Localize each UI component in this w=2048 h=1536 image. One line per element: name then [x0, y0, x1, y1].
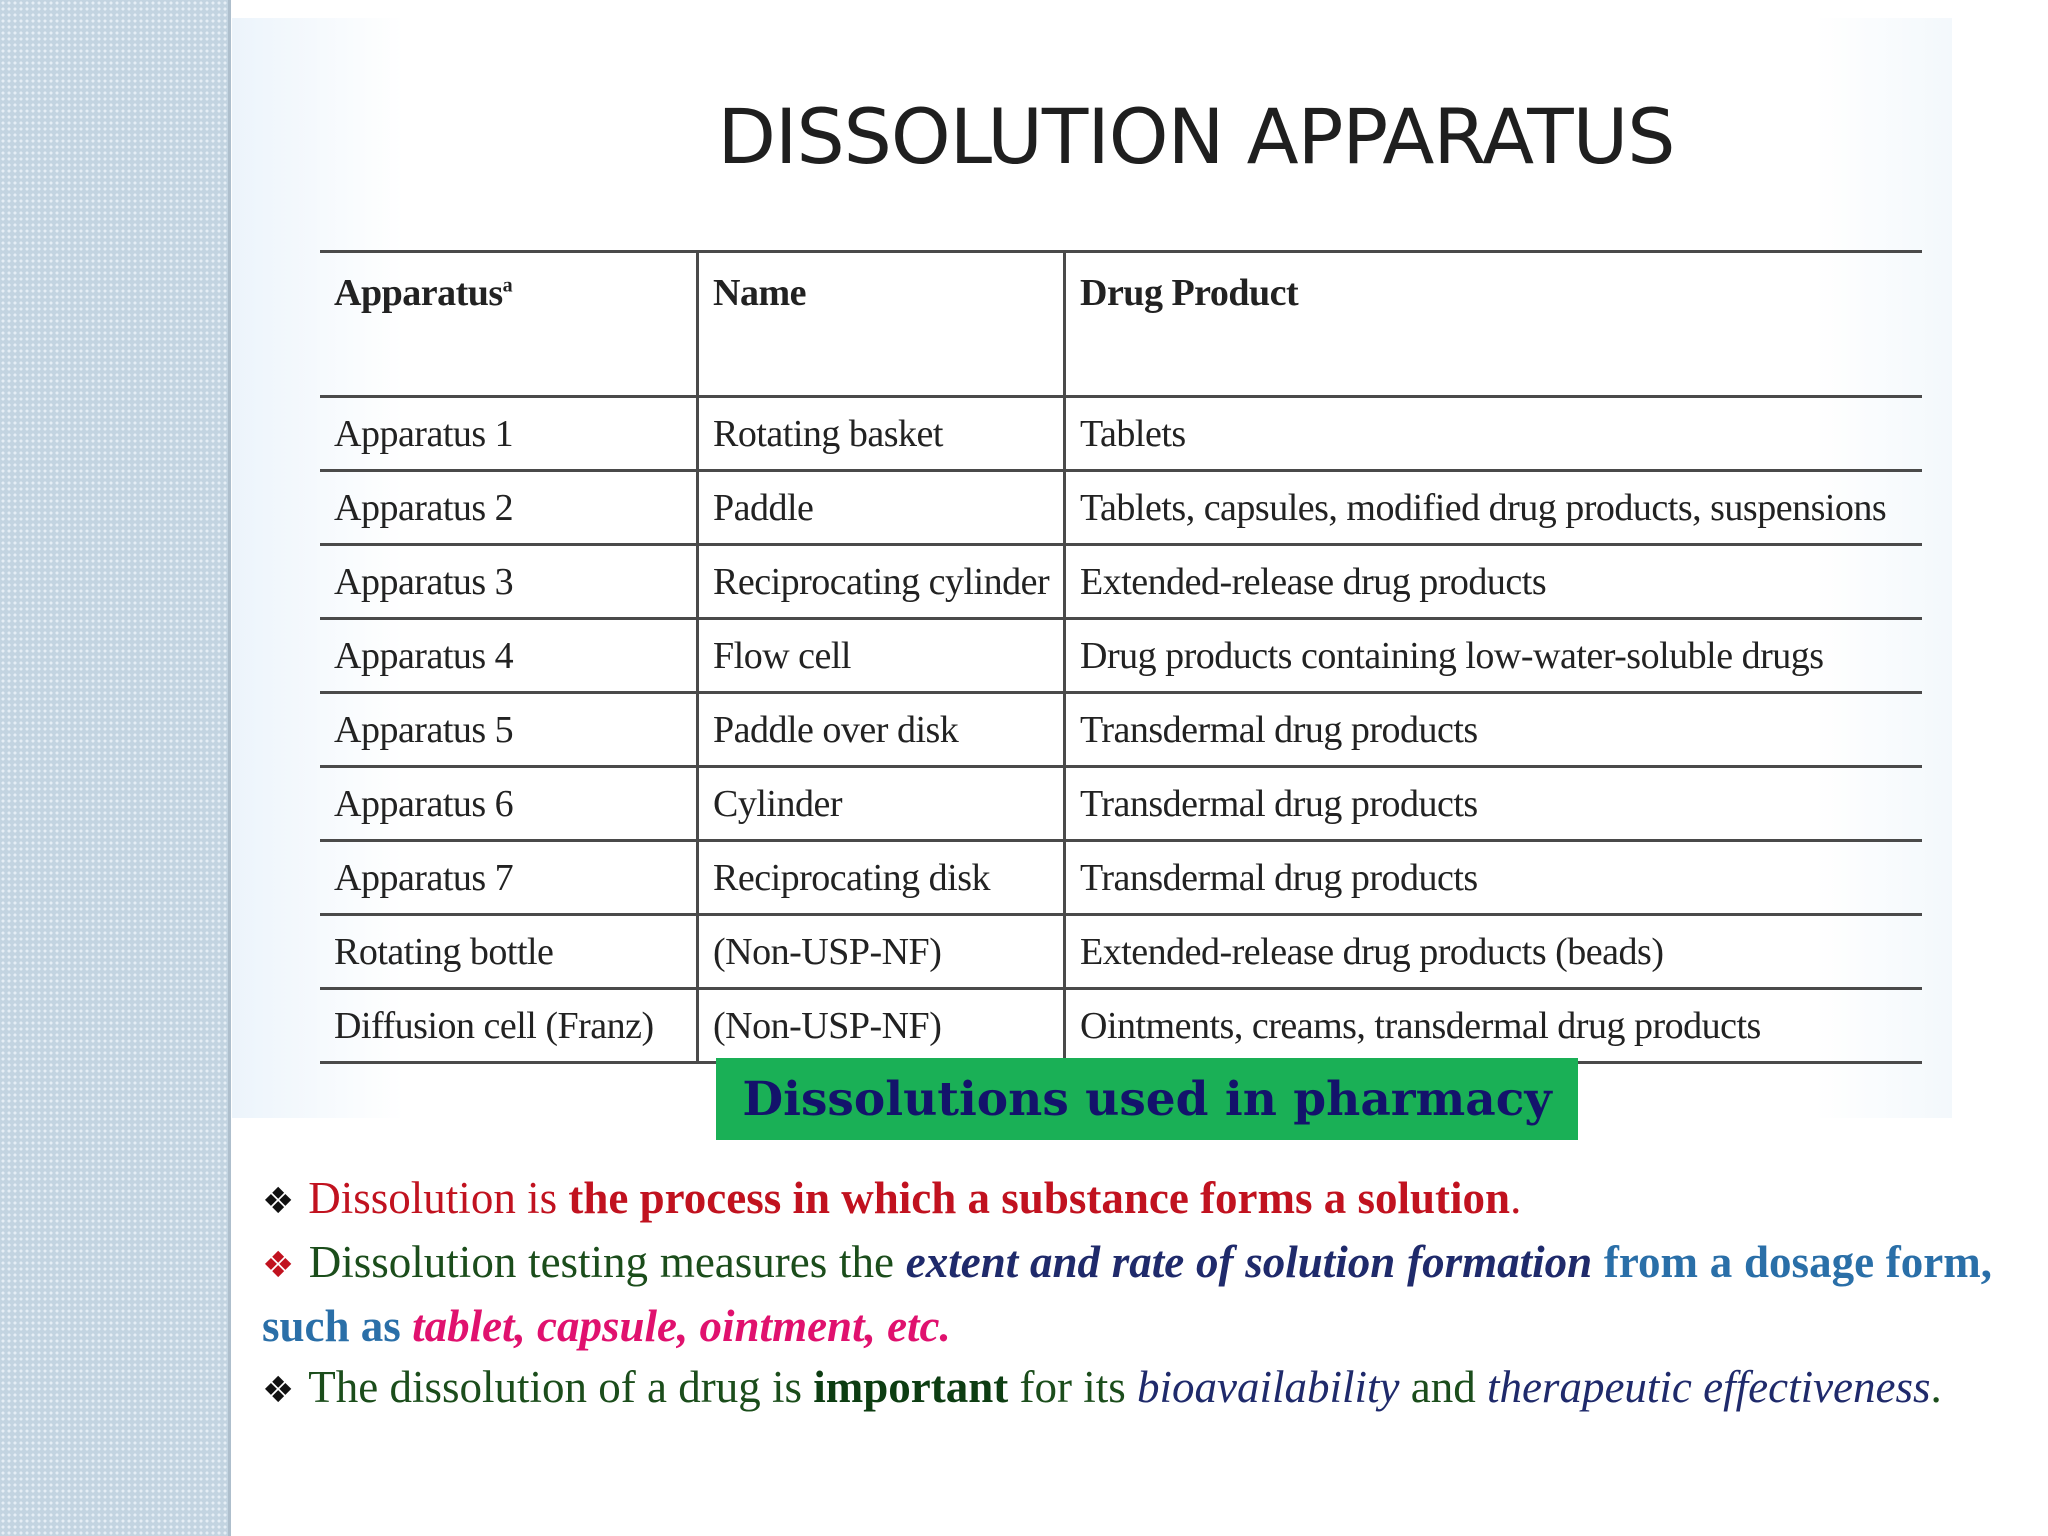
- bullet-emphasis: extent and rate of solution formation: [905, 1237, 1593, 1287]
- table-row: [320, 545, 1922, 619]
- cell-drug-product: Ointments, creams, transdermal drug products: [1065, 989, 1923, 1063]
- cell-apparatus: Apparatus 7: [320, 841, 698, 915]
- bullet-list: [262, 1168, 1992, 1421]
- cell-name: Flow cell: [698, 619, 1065, 693]
- cell-name: Paddle: [698, 471, 1065, 545]
- bullet-item: [262, 1168, 1992, 1232]
- cell-drug-product: Transdermal drug products: [1065, 841, 1923, 915]
- cell-drug-product: Extended-release drug products: [1065, 545, 1923, 619]
- apparatus-table: [320, 250, 1922, 1064]
- diamond-bullet-icon: ❖: [262, 1245, 295, 1286]
- bullet-emphasis: tablet, capsule, ointment, etc.: [412, 1301, 951, 1351]
- table-row: [320, 989, 1922, 1063]
- cell-apparatus: Diffusion cell (Franz): [320, 989, 698, 1063]
- cell-name: (Non-USP-NF): [698, 915, 1065, 989]
- bullet-text: Dissolution is: [308, 1173, 569, 1223]
- cell-apparatus: Apparatus 3: [320, 545, 698, 619]
- bullet-text: Dissolution testing measures the: [308, 1237, 906, 1287]
- bullet-item: [262, 1232, 1992, 1357]
- bullet-emphasis: from a dosage form, such as: [262, 1237, 1992, 1351]
- cell-apparatus: Apparatus 2: [320, 471, 698, 545]
- table-header-row: [320, 252, 1922, 397]
- cell-apparatus: Apparatus 4: [320, 619, 698, 693]
- cell-drug-product: Transdermal drug products: [1065, 767, 1923, 841]
- bullet-text: The dissolution of a drug is: [308, 1362, 814, 1412]
- header-name: Name: [698, 252, 1065, 397]
- table-row: [320, 471, 1922, 545]
- header-apparatus: Apparatus$^a$: [320, 252, 698, 397]
- cell-name: Reciprocating cylinder: [698, 545, 1065, 619]
- bullet-text: .: [1930, 1362, 1942, 1412]
- table-row: [320, 693, 1922, 767]
- cell-name: Paddle over disk: [698, 693, 1065, 767]
- decorative-sidebar: [0, 0, 231, 1536]
- cell-drug-product: Tablets, capsules, modified drug products, suspensions: [1065, 471, 1923, 545]
- diamond-bullet-icon: ❖: [262, 1181, 295, 1222]
- bullet-text: .: [1510, 1173, 1522, 1223]
- diamond-bullet-icon: ❖: [262, 1370, 295, 1411]
- table-row: [320, 841, 1922, 915]
- bullet-text: for its: [1008, 1362, 1137, 1412]
- section-banner: Dissolutions used in pharmacy: [716, 1058, 1578, 1140]
- bullet-emphasis: the process in which a substance forms a solution: [568, 1173, 1511, 1223]
- cell-apparatus: Apparatus 6: [320, 767, 698, 841]
- header-drug-product: Drug Product: [1065, 252, 1923, 397]
- cell-name: (Non-USP-NF): [698, 989, 1065, 1063]
- cell-apparatus: Rotating bottle: [320, 915, 698, 989]
- bullet-item: [262, 1357, 1992, 1421]
- cell-drug-product: Transdermal drug products: [1065, 693, 1923, 767]
- table-row: [320, 397, 1922, 471]
- bullet-text: and: [1399, 1362, 1487, 1412]
- footnote-marker: a: [502, 274, 513, 297]
- table-row: [320, 915, 1922, 989]
- bullet-emphasis: therapeutic effectiveness: [1486, 1362, 1931, 1412]
- cell-apparatus: Apparatus 5: [320, 693, 698, 767]
- table-row: [320, 767, 1922, 841]
- cell-name: Rotating basket: [698, 397, 1065, 471]
- cell-name: Cylinder: [698, 767, 1065, 841]
- bullet-emphasis: bioavailability: [1137, 1362, 1400, 1412]
- cell-drug-product: Drug products containing low-water-soluble drugs: [1065, 619, 1923, 693]
- cell-apparatus: Apparatus 1: [320, 397, 698, 471]
- cell-drug-product: Extended-release drug products (beads): [1065, 915, 1923, 989]
- table-row: [320, 619, 1922, 693]
- cell-drug-product: Tablets: [1065, 397, 1923, 471]
- page-title: DISSOLUTION APPARATUS: [717, 92, 1675, 181]
- bullet-emphasis: important: [813, 1362, 1009, 1412]
- cell-name: Reciprocating disk: [698, 841, 1065, 915]
